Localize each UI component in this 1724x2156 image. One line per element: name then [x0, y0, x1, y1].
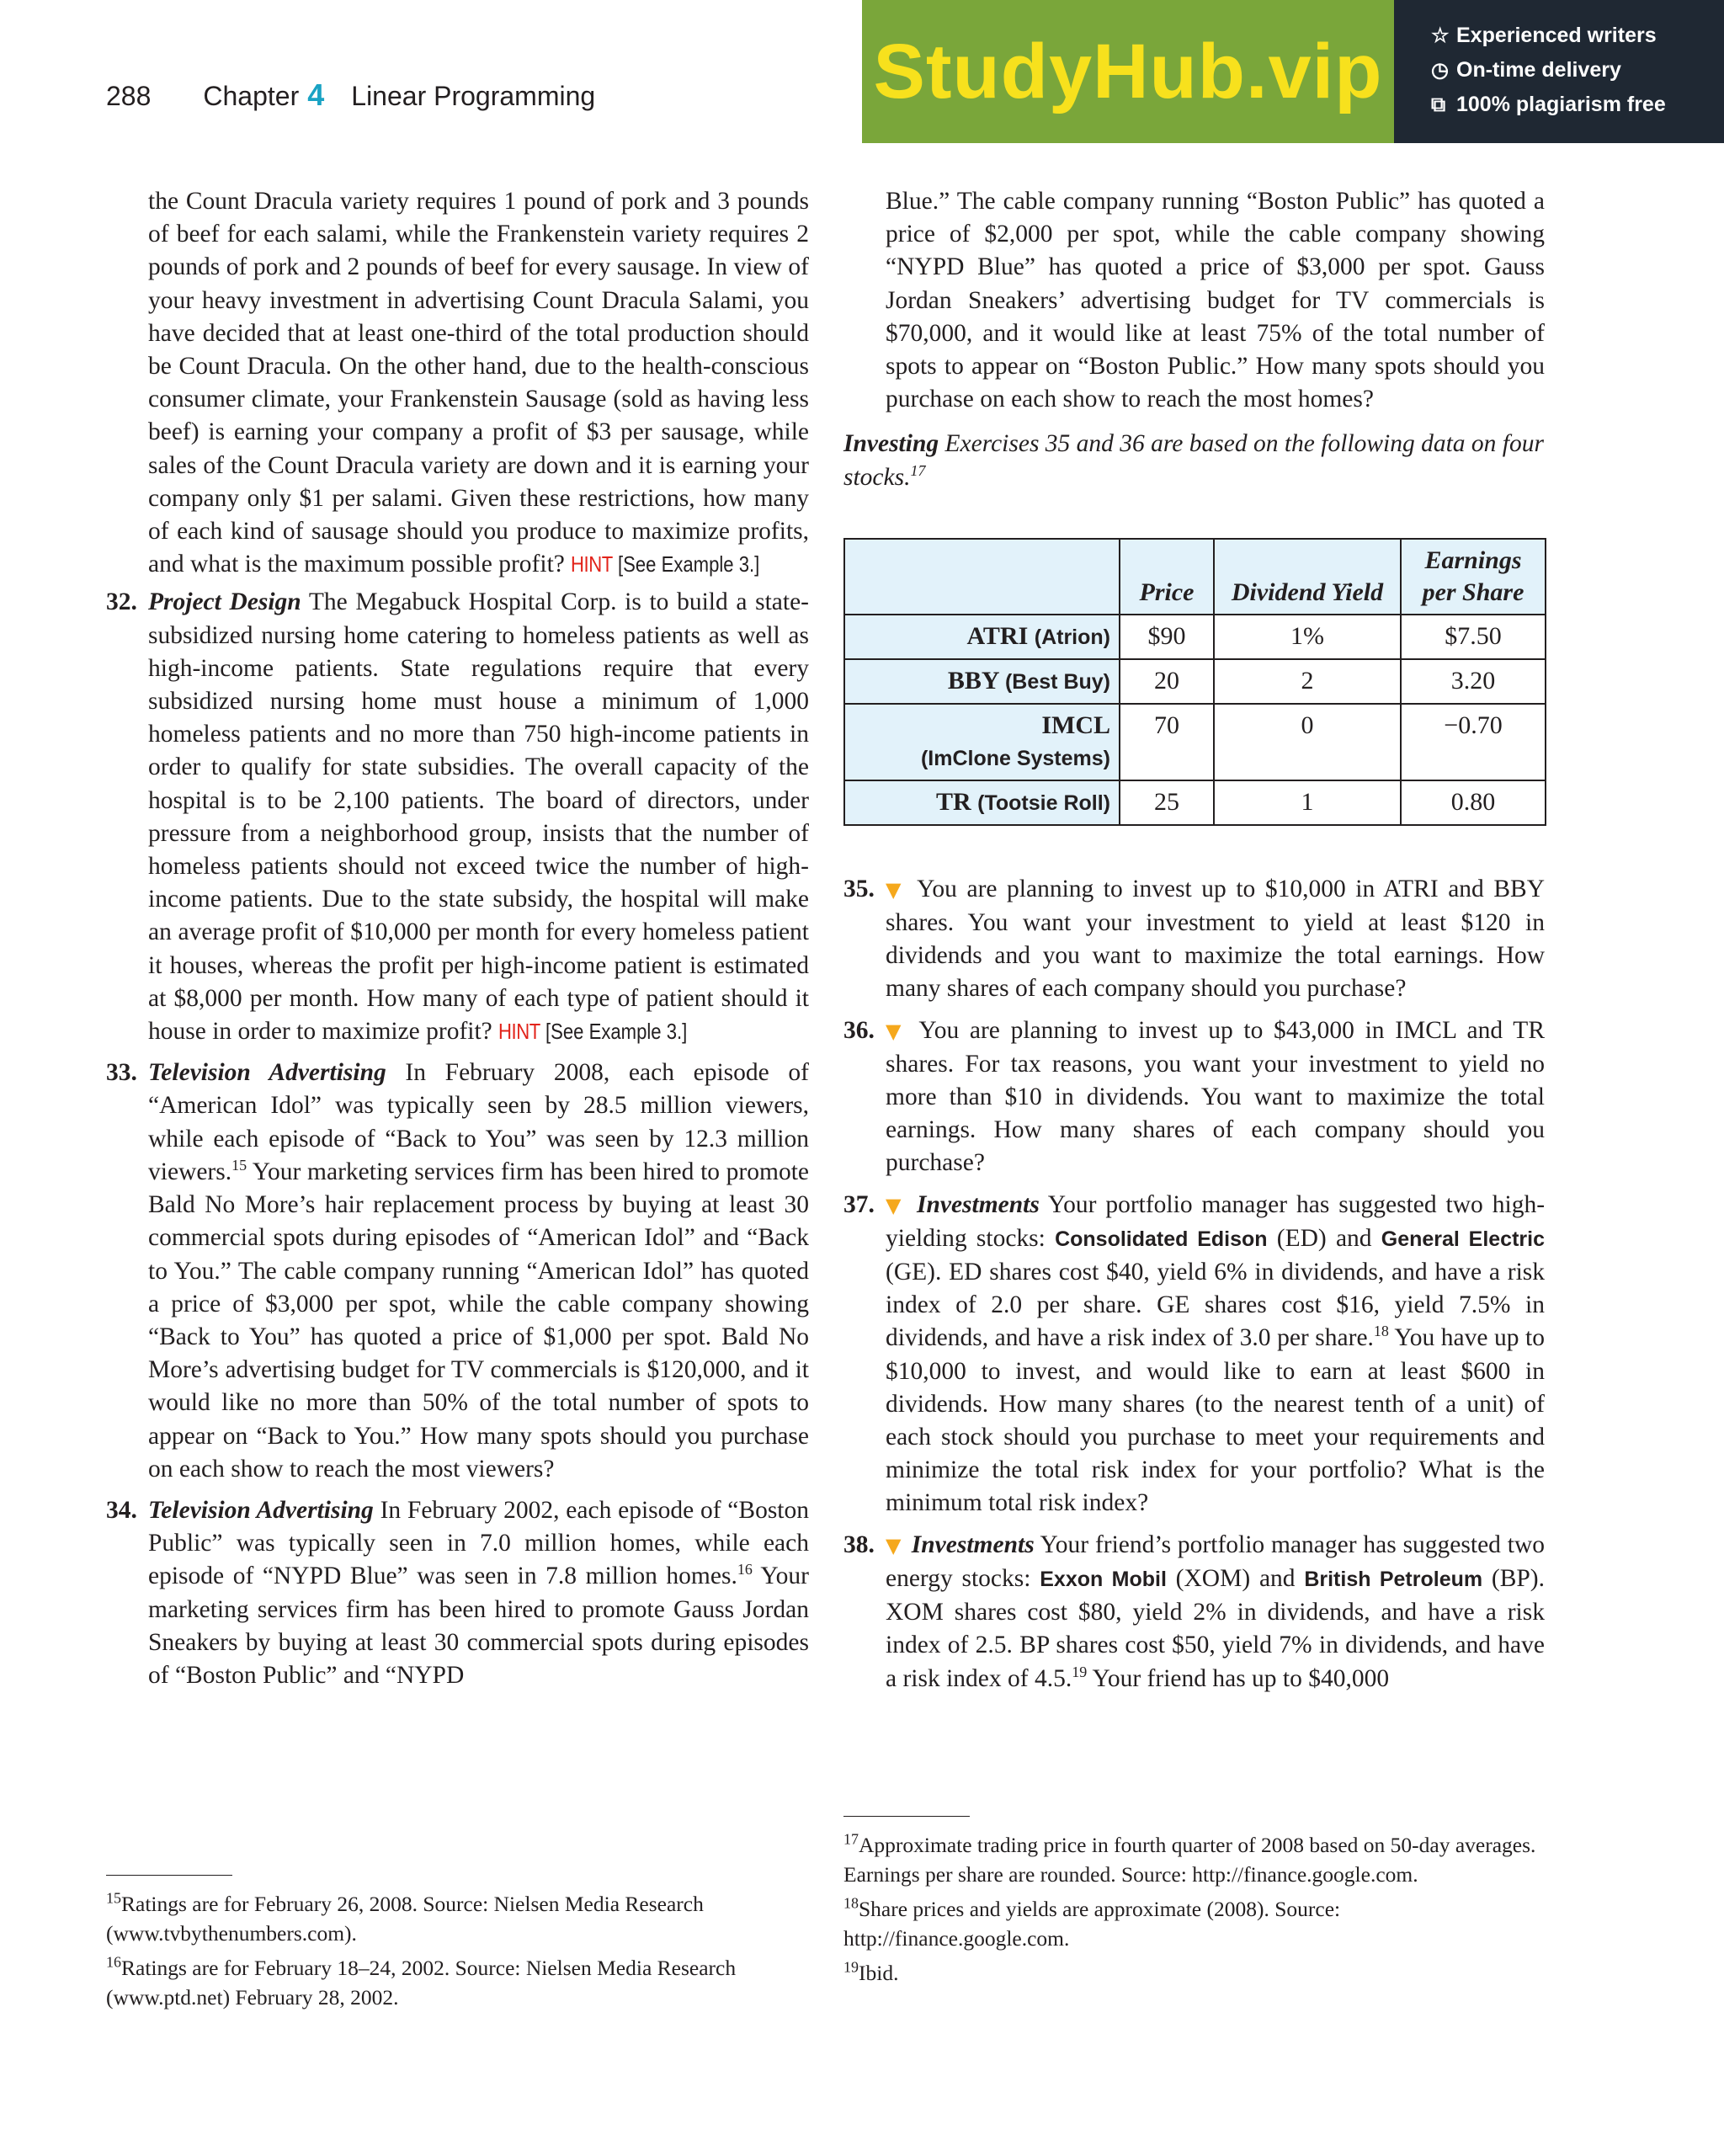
exercise-text: The Megabuck Hospital Corp. is to build a state-subsidized nursing home catering to homeless patients as well as high-income patients. State regulations require that every subsidized nursing home must house a minimum of 1,000 homeless patients and no more than 750 high-income patients in order to qualify for state subsidies. The overall capacity of the hospital is to be 2,100 patients. The board of directors, under pressure from a neighborhood group, insists that the number of homeless patients should not exceed twice the number of high-income patients. Due to the state subsidy, the hospital will make an average profit of $10,000 per month for every homeless patient it houses, whereas the profit per high-income patient is estimated at $8,000 per month. How many of each type of patient should it house in order to maximize profit?	[148, 588, 809, 1046]
banner-feature-label: Experienced writers	[1456, 24, 1657, 47]
footnote-ref: 19	[1072, 1663, 1088, 1680]
exercise-number: 38.	[843, 1530, 875, 1558]
difficulty-triangle-icon: ▼	[886, 1019, 906, 1043]
ticker-cell	[844, 704, 1120, 780]
hint-link[interactable]: HINT	[498, 1019, 541, 1045]
yield-cell: 0	[1214, 704, 1401, 780]
exercise-text: You are planning to invest up to $10,000 in ATRI and BBY shares. You want your investment to yield at least $120 in dividends and you want to maximize the total earnings. How many shares of each company should you purchase?	[886, 875, 1545, 1003]
exercise-37	[843, 1189, 1545, 1520]
company-name: Exxon Mobil	[1040, 1567, 1167, 1591]
chapter-label: Chapter	[203, 81, 300, 111]
exercise-34	[106, 1494, 809, 1692]
price-cell: 25	[1120, 780, 1214, 825]
footnote-ref: 15	[231, 1157, 247, 1174]
footnotes-right	[843, 1816, 1545, 1993]
footnote	[843, 1894, 1545, 1953]
star-icon: ☆	[1431, 24, 1450, 47]
footnote-number: 19	[843, 1958, 859, 1976]
chapter-number: 4	[307, 77, 325, 112]
studyhub-banner[interactable]	[862, 0, 1724, 143]
footnote-number: 17	[843, 1830, 859, 1848]
company-name: General Electric	[1381, 1227, 1545, 1251]
exercise-title: Project Design	[148, 588, 301, 616]
footnote	[843, 1958, 1545, 1988]
company-name: (Best Buy)	[1004, 669, 1110, 694]
banner-feature	[1431, 88, 1724, 122]
table-header	[844, 539, 1120, 615]
ticker: BBY	[947, 666, 999, 695]
table-row	[844, 659, 1546, 704]
footnote-divider	[843, 1816, 970, 1817]
table-header: Dividend Yield	[1214, 539, 1401, 615]
company-name: (Tootsie Roll)	[977, 791, 1110, 815]
banner-brand-logo: StudyHub.vip	[873, 28, 1383, 114]
ticker: TR	[935, 787, 971, 816]
table-row	[844, 704, 1546, 780]
ticker: ATRI	[966, 621, 1029, 650]
eps-cell: −0.70	[1401, 704, 1546, 780]
exercise-text: You are planning to invest up to $43,000 in IMCL and TR shares. For tax reasons, you want your investment to yield no more than $10 in dividends. You want to maximize the total earnings. How many shares of each company should you purchase?	[886, 1016, 1545, 1177]
price-cell: $90	[1120, 615, 1214, 659]
exercise-text: (XOM) and	[1175, 1564, 1296, 1592]
exercise-38	[843, 1529, 1545, 1696]
exercise-text: (ED) and	[1276, 1224, 1372, 1252]
hint-link[interactable]: HINT	[571, 551, 614, 578]
investing-intro	[843, 428, 1545, 493]
company-name: Consolidated Edison	[1055, 1227, 1268, 1251]
company-name: British Petroleum	[1304, 1567, 1483, 1591]
table-row	[844, 615, 1546, 659]
footnote-number: 16	[106, 1953, 121, 1971]
exercise-35	[843, 873, 1545, 1006]
footnote-text: Ibid.	[859, 1961, 899, 1985]
footnote-text: Approximate trading price in fourth quarter of 2008 based on 50-day averages. Earnings per share are rounded. Source: http://finance.google.com.	[843, 1833, 1536, 1887]
chapter-title: Linear Programming	[351, 81, 596, 111]
footnote-text: Ratings are for February 18–24, 2002. Source: Nielsen Media Research (www.ptd.net) February 28, 2002.	[106, 1956, 737, 2010]
exercise-text: Your friend’s portfolio manager has suggested two energy stocks:	[886, 1530, 1546, 1592]
intro-text: Exercises 35 and 36 are based on the following data on four stocks.	[843, 430, 1544, 491]
price-cell: 70	[1120, 704, 1214, 780]
example-reference: [See Example 3.]	[618, 551, 760, 578]
banner-feature	[1431, 53, 1724, 88]
exercise-title: Investments	[911, 1530, 1035, 1558]
ticker-cell	[844, 659, 1120, 704]
exercise-title: Investments	[916, 1190, 1040, 1218]
exercise-34-continued	[843, 185, 1545, 416]
copy-icon: ⧉	[1431, 93, 1446, 116]
footnote-text: Ratings are for February 26, 2008. Source: Nielsen Media Research (www.tvbythenumbers.com).	[106, 1892, 704, 1946]
footnote-number: 18	[843, 1894, 859, 1912]
banner-brand-panel	[862, 0, 1394, 143]
footnote	[106, 1889, 809, 1948]
ticker: IMCL	[1041, 711, 1110, 739]
exercise-title: Television Advertising	[148, 1059, 386, 1087]
ticker-cell	[844, 780, 1120, 825]
left-column	[106, 185, 809, 1701]
page-number: 288	[106, 81, 152, 111]
footnote	[106, 1953, 809, 2012]
exercise-number: 37.	[843, 1190, 875, 1218]
example-reference: [See Example 3.]	[545, 1019, 688, 1045]
yield-cell: 2	[1214, 659, 1401, 704]
yield-cell: 1	[1214, 780, 1401, 825]
exercise-31-continued	[106, 185, 809, 581]
exercise-text: You have up to $10,000 to invest, and would like to earn at least $600 in dividends. How many shares (to the nearest tenth of a unit) of each stock should you purchase to meet your requirements and minimize the total risk index for your portfolio? What is the minimum total risk index?	[886, 1324, 1545, 1517]
table-row	[844, 780, 1546, 825]
exercise-33	[106, 1057, 809, 1486]
difficulty-triangle-icon: ▼	[886, 877, 905, 902]
right-column	[843, 185, 1545, 1704]
clock-icon: ◷	[1431, 59, 1449, 82]
price-cell: 20	[1120, 659, 1214, 704]
footnote-ref: 16	[737, 1561, 753, 1578]
exercise-text: (BP). XOM shares cost $80, yield 2% in dividends, and have a risk index of 2.5. BP shares cost $50, yield 7% in dividends, and have a risk index of 4.5.	[886, 1564, 1545, 1692]
ticker-cell	[844, 615, 1120, 659]
difficulty-triangle-icon: ▼	[886, 1193, 905, 1217]
footnote-divider	[106, 1875, 232, 1876]
footnote	[843, 1830, 1545, 1889]
footnote-ref: 17	[910, 461, 926, 479]
exercise-text: (GE). ED shares cost $40, yield 6% in dividends, and have a risk index of 2.0 per share. GE shares cost $16, yield 7.5% in dividends, and have a risk index of 3.0 per share.	[886, 1259, 1545, 1352]
stocks-table	[843, 538, 1546, 826]
footnote-text: Share prices and yields are approximate (2008). Source: http://finance.google.com.	[843, 1897, 1341, 1951]
yield-cell: 1%	[1214, 615, 1401, 659]
exercise-title: Television Advertising	[148, 1496, 374, 1524]
exercise-text: the Count Dracula variety requires 1 pound of pork and 3 pounds of beef for each salami, while the Frankenstein variety requires 2 pounds of pork and 2 pounds of beef for every sausage. In view of your heavy investment in advertising Count Dracula Salami, you have decided that at least one-third of the total production should be Count Dracula. On the other hand, due to the health-conscious consumer climate, your Frankenstein Sausage (sold as having less beef) is earning your company a profit of $3 per sausage, while sales of the Count Dracula variety are down and it is earning your company only $1 per salami. Given these restrictions, how many of each kind of sausage should you produce to maximize profits, and what is the maximum possible profit?	[148, 188, 809, 578]
intro-lead: Investing	[843, 430, 939, 458]
exercise-text: Your friend has up to $40,000	[1092, 1664, 1390, 1692]
banner-feature-label: 100% plagiarism free	[1456, 93, 1666, 116]
footnote-number: 15	[106, 1889, 121, 1907]
company-name: (Atrion)	[1034, 625, 1110, 649]
difficulty-triangle-icon: ▼	[886, 1533, 902, 1557]
exercise-number: 33.	[106, 1059, 137, 1087]
table-header: Price	[1120, 539, 1214, 615]
company-name: (ImClone Systems)	[920, 746, 1110, 770]
table-header-row	[844, 539, 1546, 615]
exercise-text: Your marketing services firm has been hired to promote Bald No More’s hair replacement process by buying at least 30 commercial spots during episodes of “American Idol” and “Back to You.” The cable company running “American Idol” has quoted a price of $3,000 per spot, while the cable company showing “Back to You” has quoted a price of $1,000 per spot. Bald No More’s advertising budget for TV commercials is $120,000, and it would like no more than 50% of the total number of spots to appear on “Back to You.” How many spots should you purchase on each show to reach the most viewers?	[148, 1158, 809, 1483]
table-header: Earnings per Share	[1401, 539, 1546, 615]
eps-cell: $7.50	[1401, 615, 1546, 659]
banner-feature	[1431, 19, 1724, 53]
footnote-ref: 18	[1373, 1323, 1389, 1340]
exercise-number: 36.	[843, 1016, 875, 1044]
exercise-number: 32.	[106, 588, 137, 616]
exercise-text: Blue.” The cable company running “Boston Public” has quoted a price of $2,000 per spot, while the cable company showing “NYPD Blue” has quoted a price of $3,000 per spot. Gauss Jordan Sneakers’ advertising budget for TV commercials is $70,000, and it would like at least 75% of the total number of spots to appear on “Boston Public.” How many spots should you purchase on each show to reach the most homes?	[886, 188, 1545, 413]
banner-feature-label: On-time delivery	[1456, 58, 1621, 82]
exercise-text: Your marketing services firm has been hired to promote Gauss Jordan Sneakers by buying at least 30 commercial spots during episodes of “Boston Public” and “NYPD	[148, 1562, 809, 1689]
exercise-text: In February 2002, each episode of “Boston Public” was typically seen in 7.0 million homes, while each episode of “NYPD Blue” was seen in 7.8 million homes.	[148, 1496, 810, 1590]
exercise-number: 35.	[843, 875, 875, 902]
eps-cell: 3.20	[1401, 659, 1546, 704]
exercise-36	[843, 1014, 1545, 1180]
banner-features	[1394, 0, 1724, 143]
eps-cell: 0.80	[1401, 780, 1546, 825]
footnotes-left	[106, 1875, 809, 2017]
exercise-text: In February 2008, each episode of “American Idol” was typically seen by 28.5 million viewers, while each episode of “Back to You” was seen by 12.3 million viewers.	[148, 1059, 809, 1185]
exercise-number: 34.	[106, 1496, 137, 1524]
running-head	[106, 77, 595, 120]
exercise-32	[106, 586, 809, 1048]
exercise-text: Your portfolio manager has suggested two high-yielding stocks:	[886, 1190, 1546, 1252]
